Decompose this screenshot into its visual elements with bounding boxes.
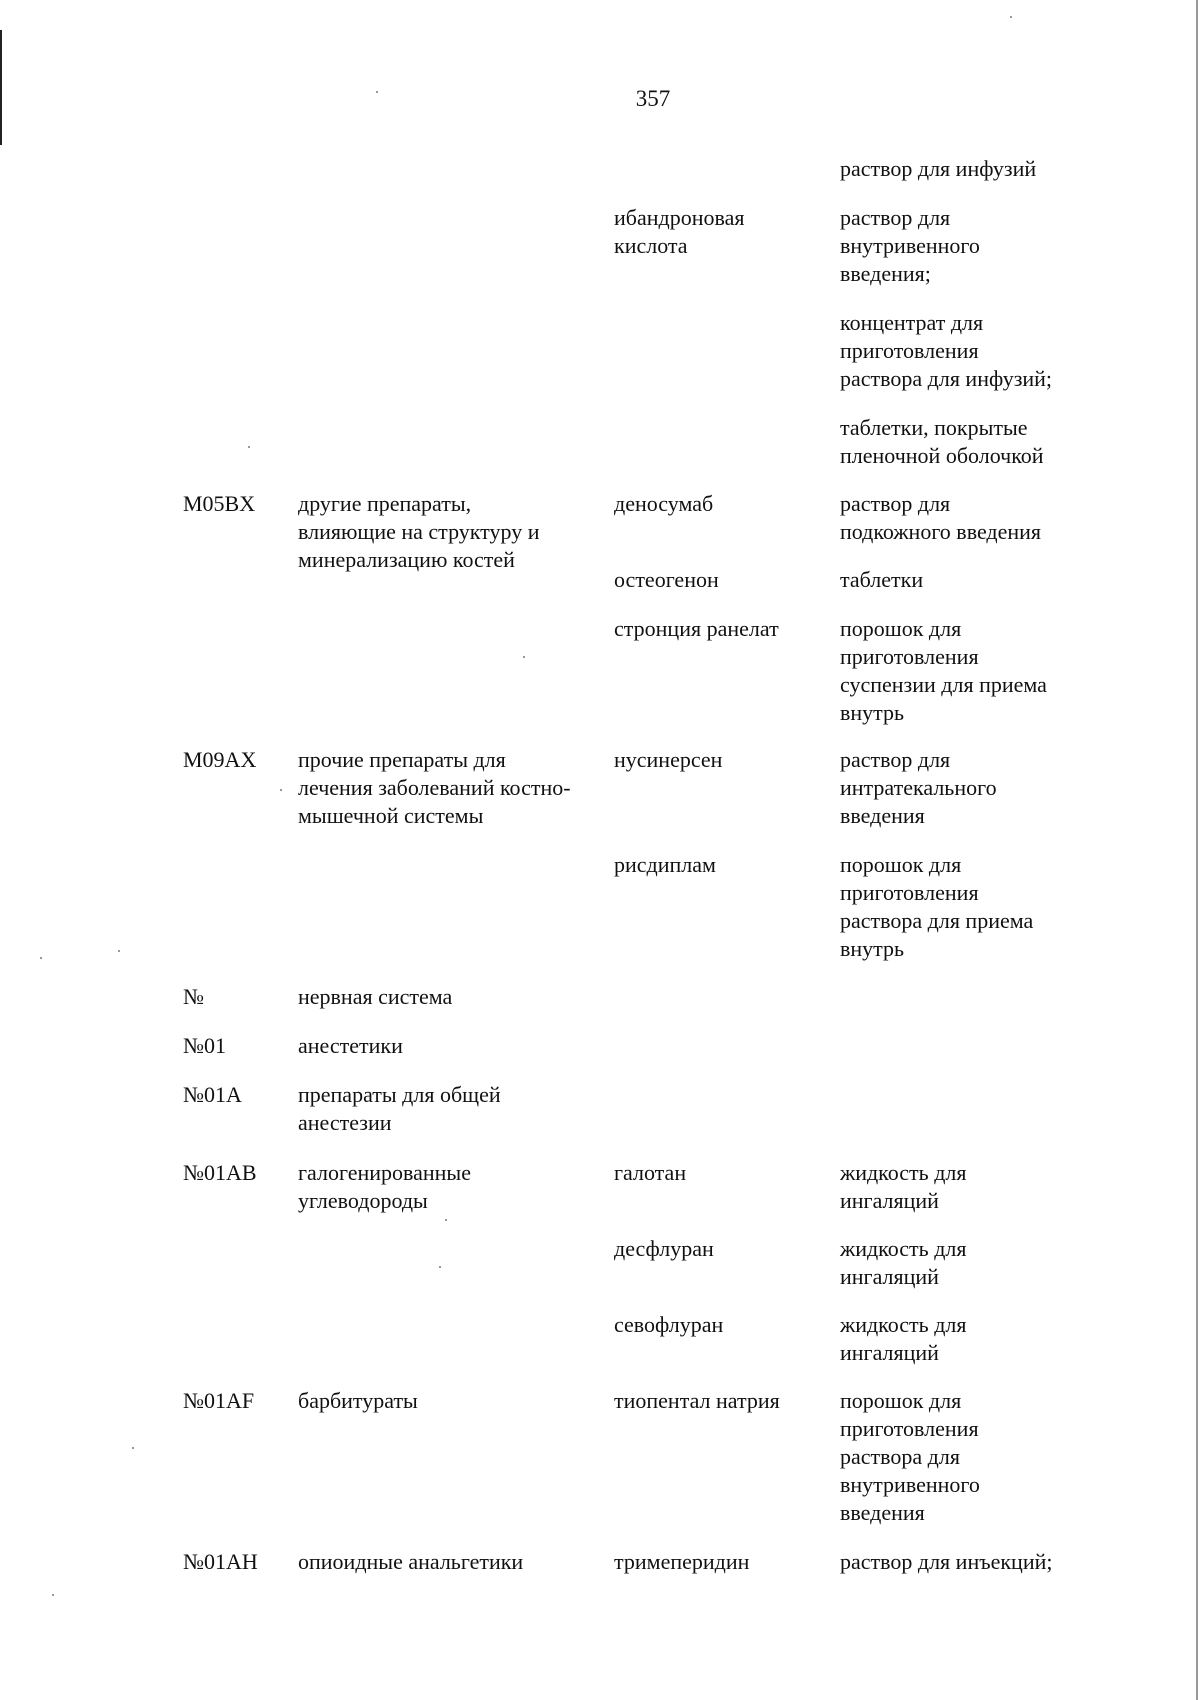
scan-edge-right (1196, 0, 1198, 1700)
scan-speck (523, 656, 525, 658)
atc-code: №01 (183, 1033, 226, 1058)
dosage-form: раствор для инъекций; (840, 1549, 1053, 1574)
atc-code: M05BX (183, 491, 256, 516)
dosage-form: таблетки, покрытые пленочной оболочкой (840, 415, 1044, 468)
scan-speck (118, 950, 120, 952)
dosage-form: жидкость для ингаляций (840, 1312, 967, 1365)
dosage-form: порошок для приготовления раствора для внутривенного введения (840, 1388, 980, 1525)
drug-name: стронция ранелат (614, 616, 779, 641)
group-name: анестетики (298, 1033, 403, 1058)
group-name: опиоидные анальгетики (298, 1549, 524, 1574)
scan-speck (376, 91, 378, 93)
group-name: препараты для общей анестезии (298, 1082, 501, 1135)
drug-name: тримеперидин (614, 1549, 750, 1574)
atc-code: №01AH (183, 1549, 258, 1574)
dosage-form: раствор для подкожного введения (840, 491, 1042, 544)
dosage-form: концентрат для приготовления раствора для инфузий; (840, 310, 1053, 391)
scan-speck (439, 1266, 441, 1268)
scan-speck (280, 789, 282, 791)
group-name: галогенированные углеводороды (298, 1160, 471, 1213)
group-name: другие препараты, влияющие на структуру и минерализацию костей (298, 491, 540, 572)
atc-code: №01A (183, 1082, 242, 1107)
group-name: прочие препараты для лечения заболеваний костно- мышечной системы (298, 747, 571, 828)
dosage-form: раствор для инфузий (840, 156, 1037, 181)
group-name: барбитураты (298, 1388, 418, 1413)
scan-speck (1010, 16, 1012, 18)
dosage-form: порошок для приготовления раствора для приема внутрь (840, 852, 1034, 961)
drug-name: ибандроновая кислота (614, 205, 745, 258)
drug-name: деносумаб (614, 491, 714, 516)
atc-code: № (183, 984, 204, 1009)
atc-code: M09AX (183, 747, 257, 772)
scan-speck (132, 1447, 134, 1449)
drug-name: севофлуран (614, 1312, 724, 1337)
scan-speck (445, 1219, 447, 1221)
scan-speck (52, 1594, 54, 1596)
dosage-form: жидкость для ингаляций (840, 1236, 967, 1289)
drug-name: тиопентал натрия (614, 1388, 780, 1413)
dosage-form: раствор для интратекального введения (840, 747, 997, 828)
drug-name: десфлуран (614, 1236, 714, 1261)
scan-speck (248, 446, 250, 448)
scan-speck (40, 957, 42, 959)
drug-name: нусинерсен (614, 747, 723, 772)
atc-code: №01AF (183, 1388, 255, 1413)
atc-code: №01AB (183, 1160, 257, 1185)
dosage-form: порошок для приготовления суспензии для приема внутрь (840, 616, 1047, 725)
dosage-form: раствор для внутривенного введения; (840, 205, 980, 286)
page-number: 357 (635, 86, 671, 111)
drug-name: остеогенон (614, 567, 719, 592)
dosage-form: таблетки (840, 567, 924, 592)
dosage-form: жидкость для ингаляций (840, 1160, 967, 1213)
group-name: нервная система (298, 984, 453, 1009)
drug-name: галотан (614, 1160, 687, 1185)
drug-name: рисдиплам (614, 852, 716, 877)
